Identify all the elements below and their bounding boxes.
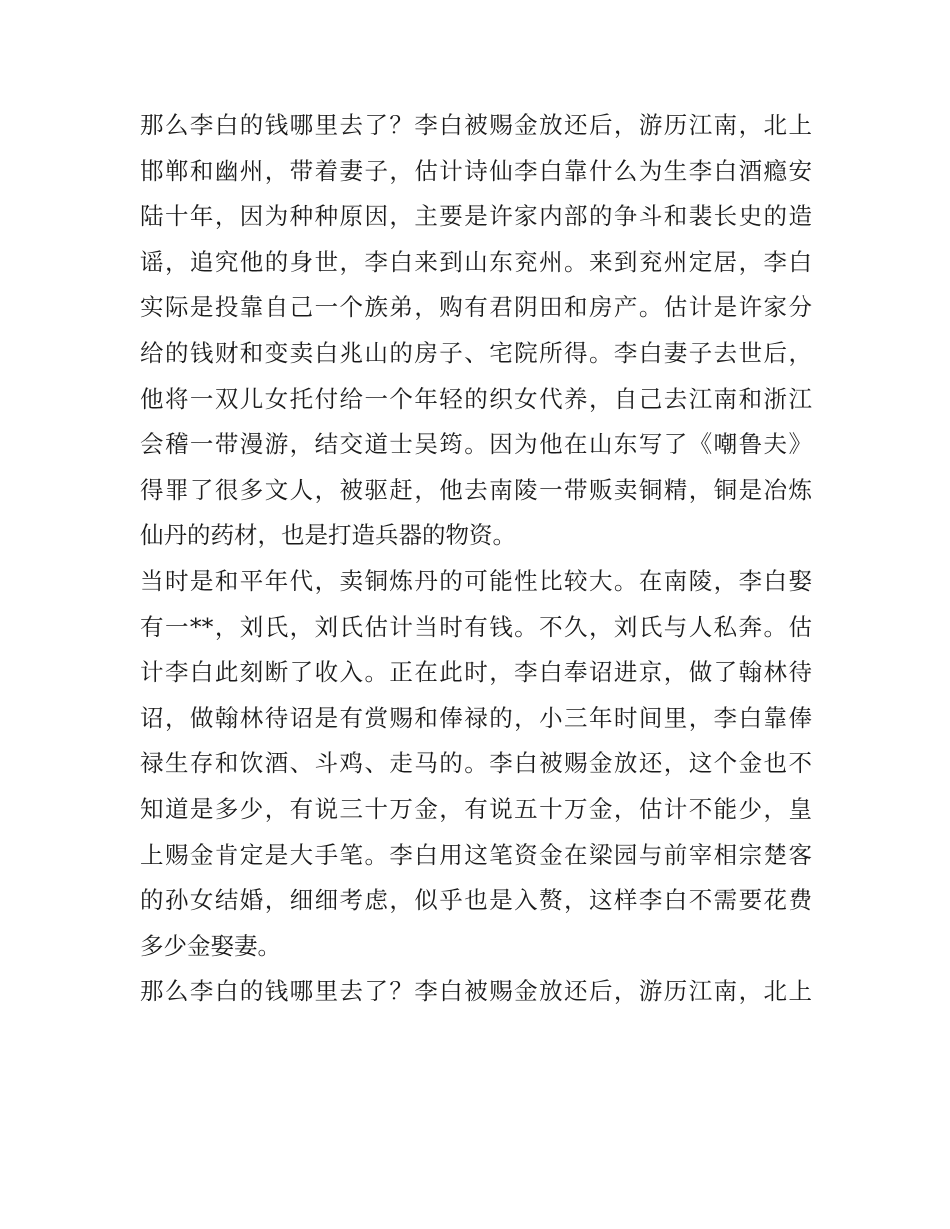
- text-line: 谣，追究他的身世，李白来到山东兖州。来到兖州定居，李白: [140, 247, 812, 276]
- text-line: 邯郸和幽州，带着妻子，估计诗仙李白靠什么为生李白酒瘾安: [140, 156, 812, 185]
- text-line: 实际是投靠自己一个族弟，购有君阴田和房产。估计是许家分: [140, 293, 812, 322]
- paragraph-1: [140, 103, 812, 559]
- paragraph-2: [140, 559, 812, 969]
- text-line: 禄生存和饮酒、斗鸡、走马的。李白被赐金放还，这个金也不: [140, 749, 812, 778]
- text-line: 计李白此刻断了收入。正在此时，李白奉诏进京，做了翰林待: [140, 658, 812, 687]
- text-line: 有一**，刘氏，刘氏估计当时有钱。不久，刘氏与人私奔。估: [140, 612, 812, 641]
- paragraph-3: [140, 969, 812, 1015]
- text-line: 上赐金肯定是大手笔。李白用这笔资金在梁园与前宰相宗楚客: [140, 840, 812, 869]
- text-line: 当时是和平年代，卖铜炼丹的可能性比较大。在南陵，李白娶: [140, 566, 812, 595]
- text-line: 的孙女结婚，细细考虑，似乎也是入赘，这样李白不需要花费: [140, 886, 812, 915]
- text-line: 陆十年，因为种种原因，主要是许家内部的争斗和裴长史的造: [140, 202, 812, 231]
- text-line: 那么李白的钱哪里去了？李白被赐金放还后，游历江南，北上: [140, 111, 812, 139]
- text-line: 他将一双儿女托付给一个年轻的织女代养，自己去江南和浙江: [140, 384, 812, 413]
- text-line: 多少金娶妻。: [140, 931, 281, 960]
- text-line: 给的钱财和变卖白兆山的房子、宅院所得。李白妻子去世后，: [140, 338, 812, 367]
- text-line: 仙丹的药材，也是打造兵器的物资。: [140, 521, 516, 550]
- document-body: [140, 103, 812, 1015]
- text-line: 会稽一带漫游，结交道士吴筠。因为他在山东写了《嘲鲁夫》: [140, 430, 812, 459]
- text-line: 知道是多少，有说三十万金，有说五十万金，估计不能少，皇: [140, 794, 812, 823]
- text-line: 那么李白的钱哪里去了？李白被赐金放还后，游历江南，北上: [140, 977, 812, 1006]
- text-line: 得罪了很多文人，被驱赶，他去南陵一带贩卖铜精，铜是冶炼: [140, 475, 812, 504]
- text-line: 诏，做翰林待诏是有赏赐和俸禄的，小三年时间里，李白靠俸: [140, 703, 812, 732]
